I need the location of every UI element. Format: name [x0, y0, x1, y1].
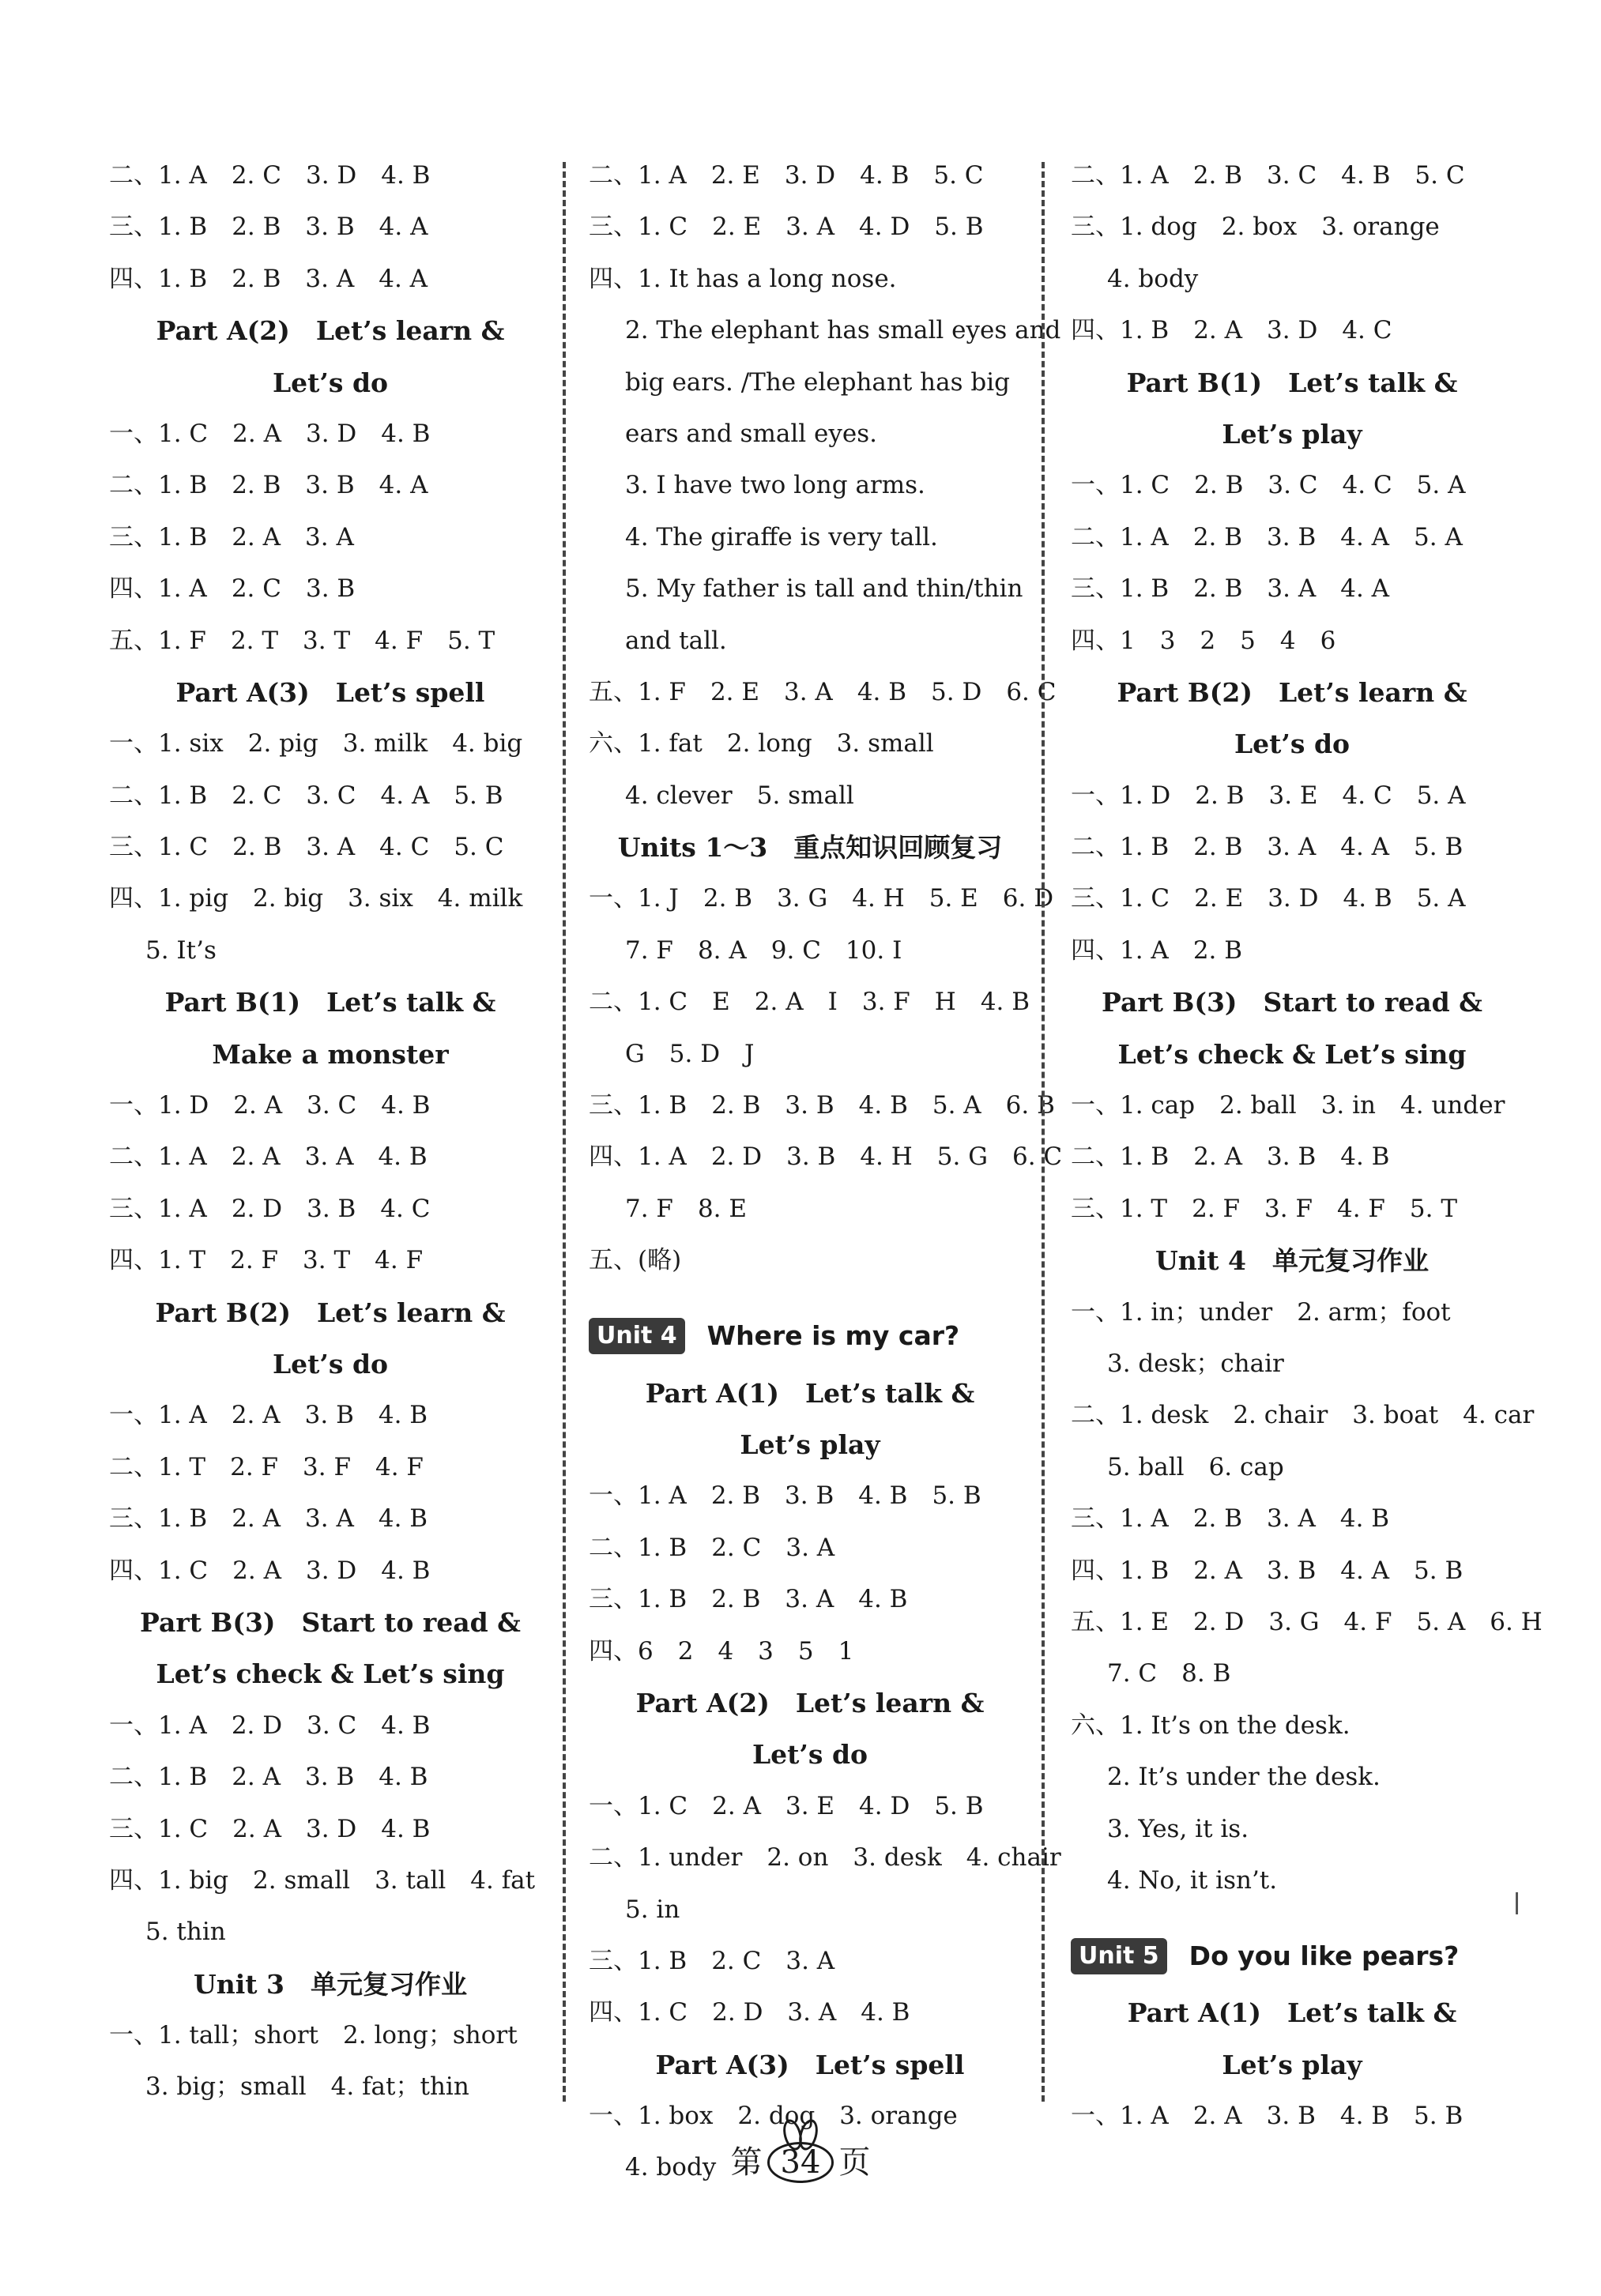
answer-line: 三、1. dog 2. box 3. orange — [1071, 213, 1440, 242]
answer-line: 5. thin — [145, 1918, 226, 1947]
answer-column-2 — [589, 150, 1063, 2194]
answer-line: 二、1. B 2. A 3. B 4. B — [109, 1763, 428, 1792]
answer-line: 四、1. C 2. A 3. D 4. B — [109, 1556, 431, 1585]
unit-heading — [1071, 1906, 1513, 1987]
answer-line: 四、1. T 2. F 3. T 4. F — [109, 1246, 424, 1275]
answer-line: 5. in — [625, 1895, 680, 1924]
unit-title: Do you like pears? — [1189, 1940, 1460, 1971]
section-heading: Part A(2) Let’s learn & — [156, 315, 505, 347]
section-heading: Part A(2) Let’s learn & — [635, 1687, 985, 1718]
answer-line: 2. The elephant has small eyes and — [625, 316, 1061, 345]
answer-line: 5. My father is tall and thin/thin — [625, 574, 1023, 604]
answer-line: 五、1. E 2. D 3. G 4. F 5. A 6. H — [1071, 1607, 1543, 1636]
section-heading: Let’s play — [1222, 2049, 1362, 2080]
answer-line: 一、1. tall；short 2. long；short — [109, 2021, 518, 2050]
answer-line: 二、1. B 2. A 3. B 4. B — [1071, 1142, 1390, 1172]
answer-line: 三、1. B 2. B 3. B 4. B 5. A 6. B — [589, 1091, 1055, 1120]
section-heading: Let’s check & Let’s sing — [156, 1658, 505, 1690]
answer-line: 2. It’s under the desk. — [1107, 1763, 1381, 1792]
answer-line: 一、1. box 2. dog 3. orange — [589, 2102, 958, 2131]
answer-line: 5. ball 6. cap — [1107, 1452, 1284, 1481]
section-heading: Let’s do — [752, 1739, 868, 1771]
answer-line: big ears. /The elephant has big — [625, 367, 1010, 397]
answer-line: 三、1. A 2. B 3. A 4. B — [1071, 1504, 1390, 1534]
answer-line: 三、1. B 2. B 3. A 4. B — [589, 1585, 908, 1614]
answer-line: 一、1. C 2. A 3. E 4. D 5. B — [589, 1791, 984, 1820]
answer-line: 4. body — [1107, 264, 1199, 293]
answer-line: 一、1. six 2. pig 3. milk 4. big — [109, 729, 523, 758]
answer-line: 3. desk；chair — [1107, 1349, 1284, 1378]
answer-line: 三、1. B 2. A 3. A 4. B — [109, 1504, 428, 1534]
answer-line: 四、1. B 2. A 3. D 4. C — [1071, 316, 1392, 345]
answer-line: 三、1. B 2. C 3. A — [589, 1946, 835, 1975]
answer-line: 一、1. in；under 2. arm；foot — [1071, 1297, 1451, 1327]
answer-line: 一、1. D 2. A 3. C 4. B — [109, 1091, 431, 1120]
answer-line: ears and small eyes. — [625, 419, 877, 448]
answer-line: 四、1. B 2. A 3. B 4. A 5. B — [1071, 1556, 1464, 1585]
answer-line: 三、1. B 2. A 3. A — [109, 522, 354, 551]
edge-mark — [1516, 1892, 1518, 1914]
answer-line: 4. The giraffe is very tall. — [625, 522, 938, 551]
answer-line: 7. F 8. E — [625, 1194, 748, 1223]
answer-line: 二、1. A 2. B 3. B 4. A 5. A — [1071, 522, 1463, 551]
answer-line: 4. No, it isn’t. — [1107, 1865, 1278, 1895]
answer-line: 二、1. T 2. F 3. F 4. F — [109, 1452, 424, 1481]
section-heading: Let’s check & Let’s sing — [1117, 1038, 1467, 1070]
answer-line: 三、1. T 2. F 3. F 4. F 5. T — [1071, 1194, 1458, 1223]
answer-line: 一、1. C 2. B 3. C 4. C 5. A — [1071, 471, 1466, 500]
answer-line: 二、1. A 2. B 3. C 4. B 5. C — [1071, 161, 1465, 190]
answer-line: 三、1. C 2. E 3. D 4. B 5. A — [1071, 884, 1466, 913]
answer-line: 四、1 3 2 5 4 6 — [1071, 626, 1336, 655]
answer-line: 四、1. pig 2. big 3. six 4. milk — [109, 884, 523, 913]
section-heading: Let’s play — [740, 1428, 880, 1460]
answer-line: and tall. — [625, 626, 727, 655]
section-heading: Units 1～3 重点知识回顾复习 — [617, 832, 1003, 864]
answer-line: 7. C 8. B — [1107, 1659, 1231, 1688]
unit-badge: Unit 4 — [589, 1318, 685, 1354]
section-heading: Part B(3) Start to read & — [1102, 987, 1482, 1018]
page-number-circle — [767, 2142, 834, 2183]
answer-line: 二、1. B 2. B 3. B 4. A — [109, 471, 428, 500]
section-heading: Let’s do — [1234, 728, 1350, 760]
answer-line: 3. I have two long arms. — [625, 471, 925, 500]
section-heading: Make a monster — [212, 1038, 449, 1070]
answer-line: 三、1. A 2. D 3. B 4. C — [109, 1194, 431, 1223]
answer-line: 六、1. It’s on the desk. — [1071, 1711, 1350, 1740]
answer-line: 3. Yes, it is. — [1107, 1814, 1249, 1843]
page-prefix: 第 — [730, 2144, 763, 2181]
answer-line: 7. F 8. A 9. C 10. I — [625, 935, 902, 965]
column-divider — [1042, 162, 1045, 2102]
answer-line: 五、1. F 2. T 3. T 4. F 5. T — [109, 626, 495, 655]
section-heading: Part B(2) Let’s learn & — [1117, 676, 1467, 708]
answer-line: 4. clever 5. small — [625, 781, 854, 810]
answer-line: 四、1. A 2. D 3. B 4. H 5. G 6. C — [589, 1142, 1063, 1172]
answer-line: 二、1. A 2. A 3. A 4. B — [109, 1142, 428, 1172]
answer-line: 5. It’s — [145, 935, 217, 965]
answer-line: 五、(略) — [589, 1246, 682, 1275]
answer-line: 二、1. B 2. C 3. A — [589, 1533, 835, 1562]
answer-line: 六、1. fat 2. long 3. small — [589, 729, 934, 758]
answer-line: 一、1. A 2. D 3. C 4. B — [109, 1711, 431, 1740]
section-heading: Part B(2) Let’s learn & — [155, 1297, 506, 1328]
answer-line: 三、1. B 2. B 3. B 4. A — [109, 213, 428, 242]
section-heading: Part A(3) Let’s spell — [175, 676, 485, 708]
page-suffix: 页 — [838, 2144, 871, 2181]
answer-line: 四、1. C 2. D 3. A 4. B — [589, 1998, 910, 2027]
page-number-value: 34 — [780, 2144, 821, 2181]
answer-line: 二、1. desk 2. chair 3. boat 4. car — [1071, 1401, 1535, 1430]
unit-heading — [589, 1287, 1031, 1368]
answer-column-3 — [1071, 150, 1543, 2142]
answer-line: 一、1. J 2. B 3. G 4. H 5. E 6. D — [589, 884, 1054, 913]
answer-line: 四、1. A 2. C 3. B — [109, 574, 356, 604]
answer-line: 四、1. B 2. B 3. A 4. A — [109, 264, 428, 293]
answer-line: 四、6 2 4 3 5 1 — [589, 1636, 854, 1666]
answer-line: 一、1. A 2. A 3. B 4. B — [109, 1401, 428, 1430]
answer-line: 二、1. under 2. on 3. desk 4. chair — [589, 1843, 1061, 1873]
answer-line: 一、1. D 2. B 3. E 4. C 5. A — [1071, 781, 1466, 810]
section-heading: Let’s play — [1222, 418, 1362, 450]
answer-line: 三、1. B 2. B 3. A 4. A — [1071, 574, 1390, 604]
answer-line: 二、1. B 2. C 3. C 4. A 5. B — [109, 781, 503, 810]
answer-line: 二、1. B 2. B 3. A 4. A 5. B — [1071, 833, 1464, 862]
answer-line: 一、1. A 2. A 3. B 4. B 5. B — [1071, 2102, 1464, 2131]
answer-line: 三、1. C 2. E 3. A 4. D 5. B — [589, 213, 984, 242]
section-heading: Part A(1) Let’s talk & — [1127, 1997, 1457, 2029]
answer-line: 三、1. C 2. B 3. A 4. C 5. C — [109, 833, 504, 862]
section-heading: Part A(1) Let’s talk & — [645, 1377, 975, 1409]
page-number — [0, 2137, 1601, 2183]
answer-line: 五、1. F 2. E 3. A 4. B 5. D 6. C — [589, 677, 1057, 706]
answer-line: 3. big；small 4. fat；thin — [145, 2072, 469, 2102]
answer-line: 三、1. C 2. A 3. D 4. B — [109, 1814, 431, 1843]
answer-line: 四、1. A 2. B — [1071, 935, 1243, 965]
unit-badge: Unit 5 — [1071, 1938, 1167, 1974]
answer-line: 一、1. C 2. A 3. D 4. B — [109, 419, 431, 448]
answer-line: 一、1. cap 2. ball 3. in 4. under — [1071, 1091, 1505, 1120]
section-heading: Unit 3 单元复习作业 — [193, 1968, 467, 2000]
answer-line: 四、1. It has a long nose. — [589, 264, 897, 293]
answer-line: 二、1. C E 2. A I 3. F H 4. B — [589, 988, 1030, 1017]
section-heading: Let’s do — [272, 367, 389, 398]
answer-line: 一、1. A 2. B 3. B 4. B 5. B — [589, 1481, 981, 1511]
answer-line: 四、1. big 2. small 3. tall 4. fat — [109, 1865, 536, 1895]
answer-line: 二、1. A 2. C 3. D 4. B — [109, 161, 431, 190]
section-heading: Part B(3) Start to read & — [140, 1606, 521, 1638]
section-heading: Part B(1) Let’s talk & — [1126, 367, 1458, 398]
section-heading: Part B(1) Let’s talk & — [164, 987, 496, 1018]
answer-line: 二、1. A 2. E 3. D 4. B 5. C — [589, 161, 984, 190]
unit-title: Where is my car? — [706, 1320, 960, 1352]
answer-line: G 5. D J — [625, 1039, 755, 1068]
column-divider — [563, 162, 566, 2102]
answer-line: 4. body — [625, 2153, 717, 2182]
answer-column-1 — [109, 150, 552, 2113]
section-heading: Let’s do — [272, 1348, 389, 1379]
section-heading: Part A(3) Let’s spell — [655, 2049, 965, 2080]
section-heading: Unit 4 单元复习作业 — [1155, 1245, 1429, 1277]
